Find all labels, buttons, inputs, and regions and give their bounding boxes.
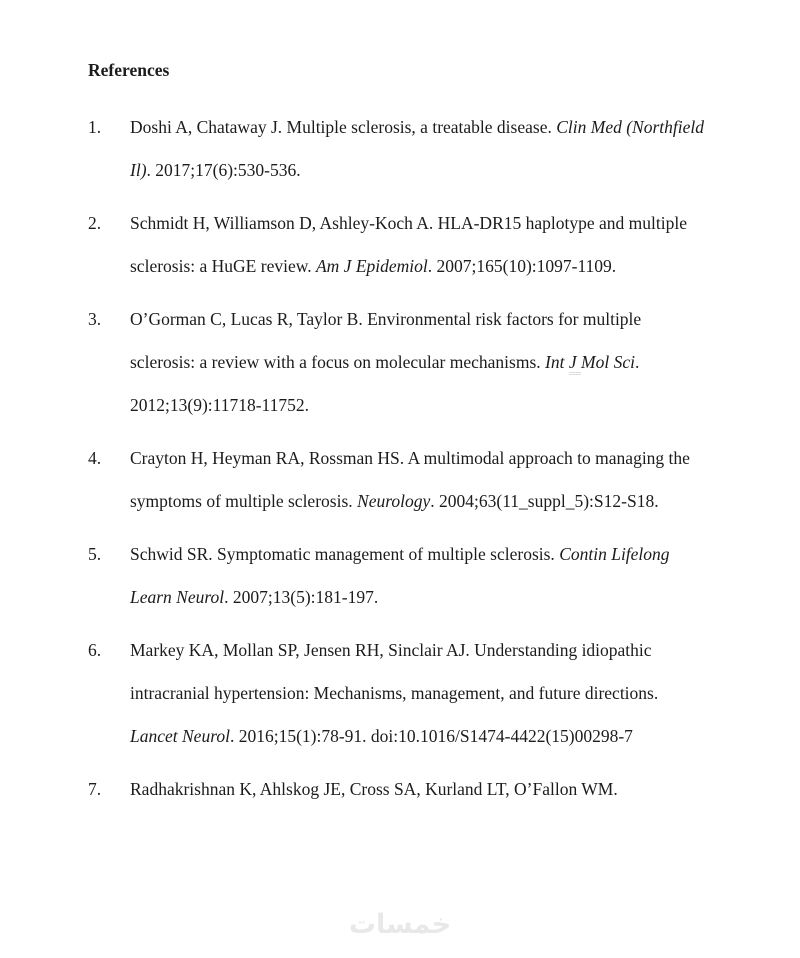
reference-number: 2. xyxy=(88,213,102,233)
watermark-text: خمسات xyxy=(348,909,452,940)
reference-text xyxy=(130,202,708,288)
reference-segment: Crayton H, Heyman RA, Rossman HS. A multimodal approach to managing the symptoms of multiple sclerosis. xyxy=(130,448,690,511)
reference-segment-italic: Am J Epidemiol xyxy=(315,256,428,276)
reference-item xyxy=(88,106,800,192)
reference-item xyxy=(88,437,800,523)
reference-text xyxy=(130,106,708,192)
reference-segment: Doshi A, Chataway J. Multiple sclerosis, a treatable disease. xyxy=(130,117,557,137)
reference-segment: Schwid SR. Symptomatic management of multiple sclerosis. xyxy=(130,544,560,564)
reference-segment-italic: Contin Lifelong Learn Neurol xyxy=(130,544,670,607)
reference-number: 1. xyxy=(88,117,102,137)
reference-text xyxy=(130,298,708,427)
reference-segment: Schmidt H, Williamson D, Ashley-Koch A. HLA-DR15 haplotype and multiple sclerosis: a HuGE review. xyxy=(130,213,687,276)
reference-item xyxy=(88,533,800,619)
reference-text xyxy=(130,629,708,758)
reference-item xyxy=(88,629,800,758)
reference-segment-italic: Mol Sci xyxy=(581,352,635,372)
reference-segment: Radhakrishnan K, Ahlskog JE, Cross SA, Kurland LT, O’Fallon WM. xyxy=(130,779,618,799)
reference-segment: . 2004;63(11_suppl_5):S12-S18. xyxy=(430,491,659,511)
reference-segment-italic: Int xyxy=(545,352,569,372)
reference-number: 3. xyxy=(88,309,102,329)
reference-segment: O’Gorman C, Lucas R, Taylor B. Environmental risk factors for multiple sclerosis: a review with a focus on molecular mechanisms. xyxy=(130,309,642,372)
reference-number: 5. xyxy=(88,544,102,564)
reference-segment: . 2007;165(10):1097-1109. xyxy=(427,256,617,276)
reference-text xyxy=(130,437,708,523)
reference-segment-italic: J xyxy=(569,352,581,375)
reference-segment-italic: Lancet Neurol xyxy=(130,726,230,746)
reference-number: 4. xyxy=(88,448,102,468)
reference-segment: Markey KA, Mollan SP, Jensen RH, Sinclair AJ. Understanding idiopathic intracranial hypertension: Mechanisms, management, and future directions. xyxy=(130,640,659,703)
reference-text xyxy=(130,533,708,619)
references-list xyxy=(88,106,800,811)
references-heading: References xyxy=(88,60,170,80)
reference-text xyxy=(130,768,708,811)
reference-segment-italic: Clin Med (Northfield Il) xyxy=(130,117,705,180)
reference-number: 6. xyxy=(88,640,102,660)
reference-number: 7. xyxy=(88,779,102,799)
reference-segment-italic: Neurology xyxy=(357,491,431,511)
reference-segment: . 2017;17(6):530-536. xyxy=(146,160,301,180)
reference-item xyxy=(88,768,800,811)
reference-item xyxy=(88,298,800,427)
reference-segment: . 2007;13(5):181-197. xyxy=(224,587,379,607)
reference-segment: . 2012;13(9):11718-11752. xyxy=(130,352,640,415)
reference-item xyxy=(88,202,800,288)
reference-segment: . 2016;15(1):78-91. doi:10.1016/S1474-4422(15)00298-7 xyxy=(229,726,633,746)
